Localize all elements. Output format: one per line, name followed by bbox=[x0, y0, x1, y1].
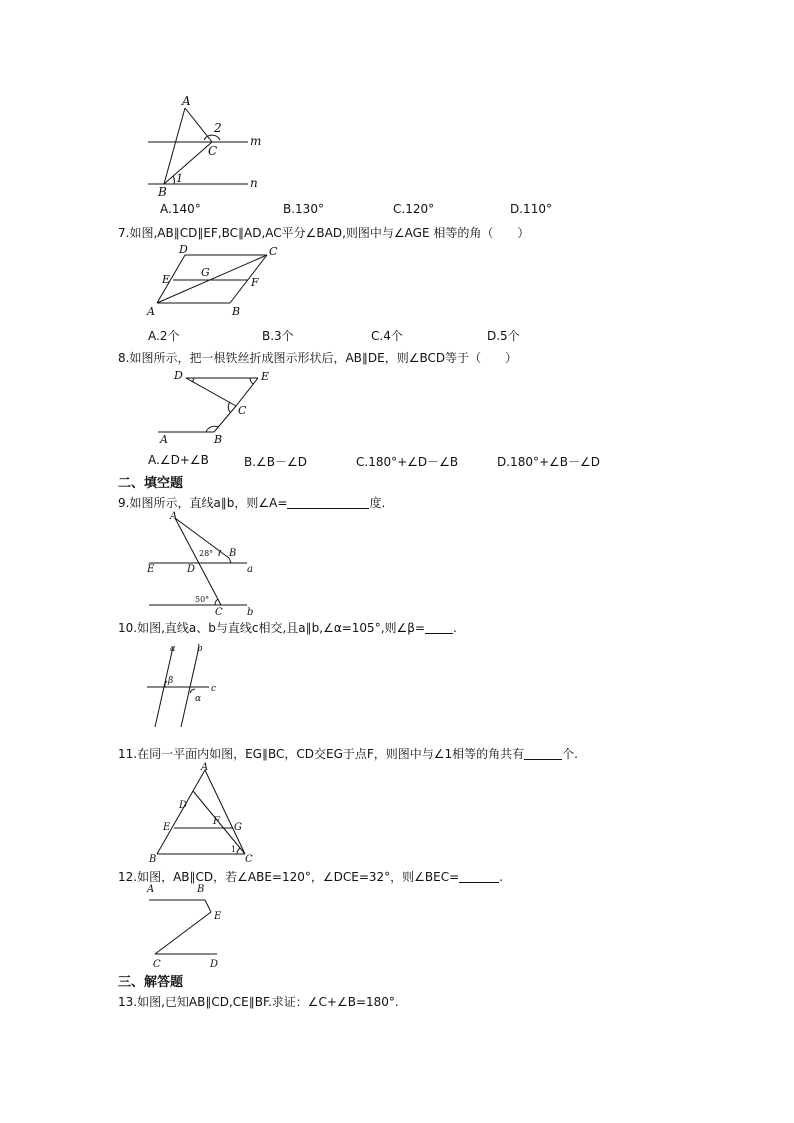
q7-text: 7.如图,AB∥CD∥EF,BC∥AD,AC平分∠BAD,则图中与∠AGE 相等的角（ ） bbox=[118, 226, 530, 240]
q9-label-e: E bbox=[147, 564, 155, 575]
q6-label-a: A bbox=[182, 94, 191, 108]
q6-label-m: m bbox=[250, 134, 262, 148]
q11-answer-blank[interactable] bbox=[524, 747, 562, 760]
q9-answer-blank[interactable] bbox=[287, 496, 369, 509]
q11-text-after: 个. bbox=[562, 747, 578, 761]
q6-label-n: n bbox=[250, 176, 258, 190]
q7-label-a: A bbox=[147, 305, 155, 318]
q9-text bbox=[118, 494, 385, 511]
q9-label-a-line: a bbox=[247, 564, 253, 575]
section-fill-in-title: 二、填空题 bbox=[118, 476, 184, 491]
q9-text-before: 9.如图所示，直线a∥b，则∠A= bbox=[118, 496, 288, 510]
q11-label-e: E bbox=[163, 822, 171, 833]
q9-label-50: 50° bbox=[195, 595, 210, 604]
q7-label-e: E bbox=[162, 273, 171, 286]
q10-text bbox=[118, 619, 457, 636]
q9-label-b: B bbox=[229, 548, 237, 559]
q6-option-a[interactable]: A.140° bbox=[160, 202, 201, 216]
q12-text-before: 12.如图，AB∥CD，若∠ABE=120°，∠DCE=32°，则∠BEC= bbox=[118, 870, 460, 884]
q8-label-d: D bbox=[174, 369, 183, 382]
q11-label-b: B bbox=[149, 854, 157, 865]
q9-label-a: A bbox=[170, 511, 178, 522]
q8-label-e: E bbox=[261, 370, 270, 383]
q8-figure bbox=[150, 366, 280, 446]
q10-label-b: b bbox=[197, 644, 203, 654]
q8-label-a: A bbox=[160, 433, 168, 446]
q11-label-a: A bbox=[201, 762, 209, 773]
q9-label-b-line: b bbox=[247, 607, 254, 618]
q10-text-before: 10.如图,直线a、b与直线c相交,且a∥b,∠α=105°,则∠β= bbox=[118, 621, 425, 635]
q7-label-g: G bbox=[201, 266, 210, 279]
q12-answer-blank[interactable] bbox=[459, 870, 499, 883]
q10-answer-blank[interactable] bbox=[425, 621, 453, 634]
q7-label-d: D bbox=[179, 243, 188, 256]
q11-label-g: G bbox=[234, 822, 242, 833]
q8-label-b: B bbox=[214, 433, 223, 446]
q10-label-a: a bbox=[170, 644, 176, 654]
q6-label-1: 1 bbox=[176, 172, 183, 185]
q7-label-c: C bbox=[269, 245, 278, 258]
q6-option-b[interactable]: B.130° bbox=[283, 202, 324, 216]
q8-text: 8.如图所示，把一根铁丝折成图示形状后，AB∥DE，则∠BCD等于（ ） bbox=[118, 351, 518, 365]
q12-figure bbox=[145, 882, 235, 970]
q7-label-b: B bbox=[232, 305, 241, 318]
q10-label-alpha: α bbox=[195, 694, 202, 704]
q11-label-f: F bbox=[213, 816, 220, 827]
q12-label-b: B bbox=[197, 884, 205, 895]
q12-label-c: C bbox=[153, 959, 161, 970]
q7-option-b[interactable]: B.3个 bbox=[262, 329, 294, 343]
q9-label-c: C bbox=[215, 607, 223, 618]
q8-label-c: C bbox=[238, 404, 247, 417]
q12-label-e: E bbox=[214, 911, 222, 922]
q9-label-28: 28° bbox=[199, 549, 214, 558]
q6-label-2: 2 bbox=[214, 121, 222, 135]
q10-label-c: c bbox=[211, 684, 217, 694]
q9-text-after: 度. bbox=[369, 496, 386, 510]
q11-text-before: 11.在同一平面内如图，EG∥BC，CD交EG于点F，则图中与∠1相等的角共有 bbox=[118, 747, 525, 761]
q6-option-c[interactable]: C.120° bbox=[393, 202, 435, 216]
q7-option-c[interactable]: C.4个 bbox=[371, 329, 403, 343]
q7-option-d[interactable]: D.5个 bbox=[487, 329, 520, 343]
q12-text-after: . bbox=[499, 870, 504, 884]
q7-figure bbox=[145, 243, 285, 321]
q8-option-c[interactable]: C.180°+∠D－∠B bbox=[356, 455, 459, 469]
q8-option-d[interactable]: D.180°+∠B－∠D bbox=[497, 455, 601, 469]
q6-label-c: C bbox=[208, 144, 218, 158]
q8-option-a[interactable]: A.∠D+∠B bbox=[148, 453, 209, 467]
q7-option-a[interactable]: A.2个 bbox=[148, 329, 180, 343]
q12-label-a: A bbox=[147, 884, 155, 895]
q12-label-d: D bbox=[210, 959, 219, 970]
q8-option-b[interactable]: B.∠B－∠D bbox=[244, 455, 308, 469]
q10-figure bbox=[145, 641, 225, 733]
q13-text: 13.如图,已知AB∥CD,CE∥BF.求证：∠C+∠B=180°. bbox=[118, 995, 399, 1009]
q7-label-f: F bbox=[251, 276, 259, 289]
q10-text-after: . bbox=[452, 621, 457, 635]
q11-label-1: 1 bbox=[231, 845, 237, 854]
q6-option-d[interactable]: D.110° bbox=[510, 202, 552, 216]
q11-figure bbox=[145, 760, 265, 865]
q9-label-d: D bbox=[187, 564, 196, 575]
q6-figure bbox=[140, 92, 280, 197]
q11-label-c: C bbox=[245, 854, 253, 865]
q6-label-b: B bbox=[158, 185, 167, 199]
q11-label-d: D bbox=[179, 800, 188, 811]
q10-label-beta: β bbox=[168, 676, 174, 686]
q9-figure bbox=[145, 510, 265, 618]
section-solution-title: 三、解答题 bbox=[118, 975, 184, 990]
